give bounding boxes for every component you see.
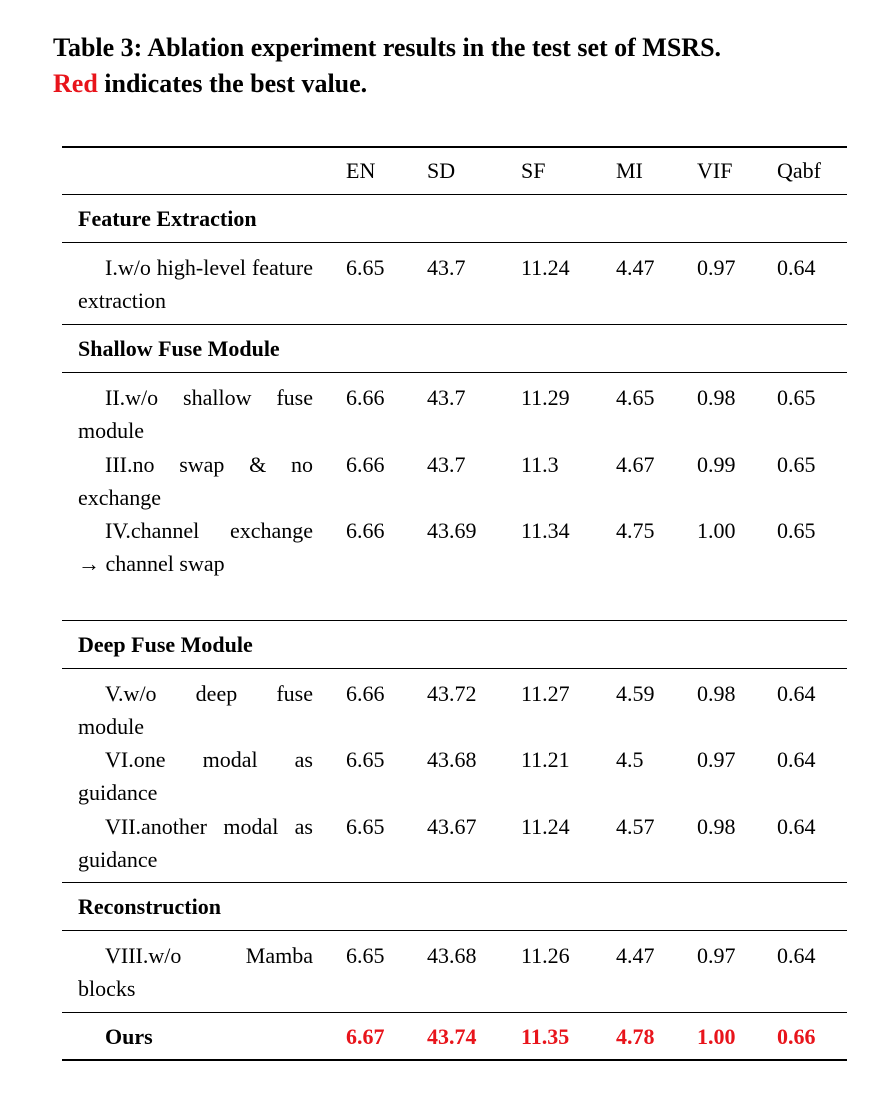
value-en: 6.66 <box>346 518 385 543</box>
caption-title: Table 3: Ablation experiment results in the test set of MSRS. <box>53 33 722 62</box>
value-en: 6.66 <box>346 681 385 706</box>
value-sf: 11.26 <box>521 943 570 968</box>
value-qabf: 0.64 <box>777 681 816 706</box>
value-sd: 43.7 <box>427 452 466 477</box>
value-qabf: 0.64 <box>777 814 816 839</box>
value-sf: 11.24 <box>521 814 570 839</box>
top-rule <box>62 146 847 148</box>
method-label: IV.channel exchange → channel swap <box>78 518 313 576</box>
best-value-sd: 43.74 <box>427 1024 477 1049</box>
best-value-qabf: 0.66 <box>777 1024 816 1049</box>
value-sd: 43.7 <box>427 255 466 280</box>
value-mi: 4.67 <box>616 452 655 477</box>
value-sf: 11.24 <box>521 255 570 280</box>
value-sd: 43.68 <box>427 943 477 968</box>
value-sd: 43.68 <box>427 747 477 772</box>
section-title-feature-extraction: Feature Extraction <box>78 206 257 231</box>
value-mi: 4.47 <box>616 255 655 280</box>
value-mi: 4.5 <box>616 747 644 772</box>
value-sd: 43.67 <box>427 814 477 839</box>
section-rule <box>62 930 847 931</box>
method-label: VI.one modal as guidance <box>78 747 313 805</box>
value-mi: 4.75 <box>616 518 655 543</box>
section-title-reconstruction: Reconstruction <box>78 894 221 919</box>
value-sd: 43.69 <box>427 518 477 543</box>
value-qabf: 0.64 <box>777 943 816 968</box>
value-mi: 4.57 <box>616 814 655 839</box>
value-qabf: 0.64 <box>777 747 816 772</box>
column-header-sf: SF <box>521 158 546 183</box>
method-label: III.no swap & no exchange <box>78 452 313 510</box>
value-sd: 43.7 <box>427 385 466 410</box>
value-qabf: 0.65 <box>777 452 816 477</box>
value-vif: 0.99 <box>697 452 736 477</box>
best-value-vif: 1.00 <box>697 1024 736 1049</box>
value-mi: 4.47 <box>616 943 655 968</box>
value-qabf: 0.65 <box>777 385 816 410</box>
column-header-sd: SD <box>427 158 456 183</box>
value-sf: 11.3 <box>521 452 559 477</box>
value-sf: 11.27 <box>521 681 570 706</box>
section-title-shallow-fuse: Shallow Fuse Module <box>78 336 280 361</box>
best-value-mi: 4.78 <box>616 1024 655 1049</box>
table-caption <box>53 30 868 102</box>
best-value-en: 6.67 <box>346 1024 385 1049</box>
value-vif: 0.98 <box>697 385 736 410</box>
value-qabf: 0.64 <box>777 255 816 280</box>
value-mi: 4.65 <box>616 385 655 410</box>
best-value-sf: 11.35 <box>521 1024 570 1049</box>
method-label: VII.another modal as guidance <box>78 814 313 872</box>
value-en: 6.66 <box>346 452 385 477</box>
value-vif: 1.00 <box>697 518 736 543</box>
value-vif: 0.98 <box>697 681 736 706</box>
value-vif: 0.97 <box>697 943 736 968</box>
column-header-vif: VIF <box>697 158 733 183</box>
header-rule <box>62 194 847 195</box>
column-header-qabf: Qabf <box>777 158 821 183</box>
value-mi: 4.59 <box>616 681 655 706</box>
value-qabf: 0.65 <box>777 518 816 543</box>
section-rule <box>62 242 847 243</box>
section-rule <box>62 882 847 883</box>
value-en: 6.65 <box>346 747 385 772</box>
value-vif: 0.97 <box>697 255 736 280</box>
value-sf: 11.34 <box>521 518 570 543</box>
value-sf: 11.29 <box>521 385 570 410</box>
section-rule <box>62 372 847 373</box>
bottom-rule <box>62 1059 847 1061</box>
value-en: 6.65 <box>346 943 385 968</box>
section-rule <box>62 324 847 325</box>
caption-rest: indicates the best value. <box>97 69 368 98</box>
section-rule <box>62 668 847 669</box>
value-en: 6.65 <box>346 255 385 280</box>
method-label: I.w/o high-level feature extraction <box>78 255 313 313</box>
value-en: 6.65 <box>346 814 385 839</box>
section-rule <box>62 620 847 621</box>
method-label: V.w/o deep fuse module <box>78 681 313 739</box>
ours-label: Ours <box>105 1024 153 1049</box>
value-vif: 0.97 <box>697 747 736 772</box>
method-label: II.w/o shallow fuse module <box>78 385 313 443</box>
value-sf: 11.21 <box>521 747 570 772</box>
section-title-deep-fuse: Deep Fuse Module <box>78 632 253 657</box>
value-en: 6.66 <box>346 385 385 410</box>
method-label: VIII.w/o Mamba blocks <box>78 943 313 1001</box>
caption-red-word: Red <box>53 69 98 98</box>
section-rule <box>62 1012 847 1013</box>
column-header-mi: MI <box>616 158 643 183</box>
value-sd: 43.72 <box>427 681 477 706</box>
value-vif: 0.98 <box>697 814 736 839</box>
column-header-en: EN <box>346 158 376 183</box>
